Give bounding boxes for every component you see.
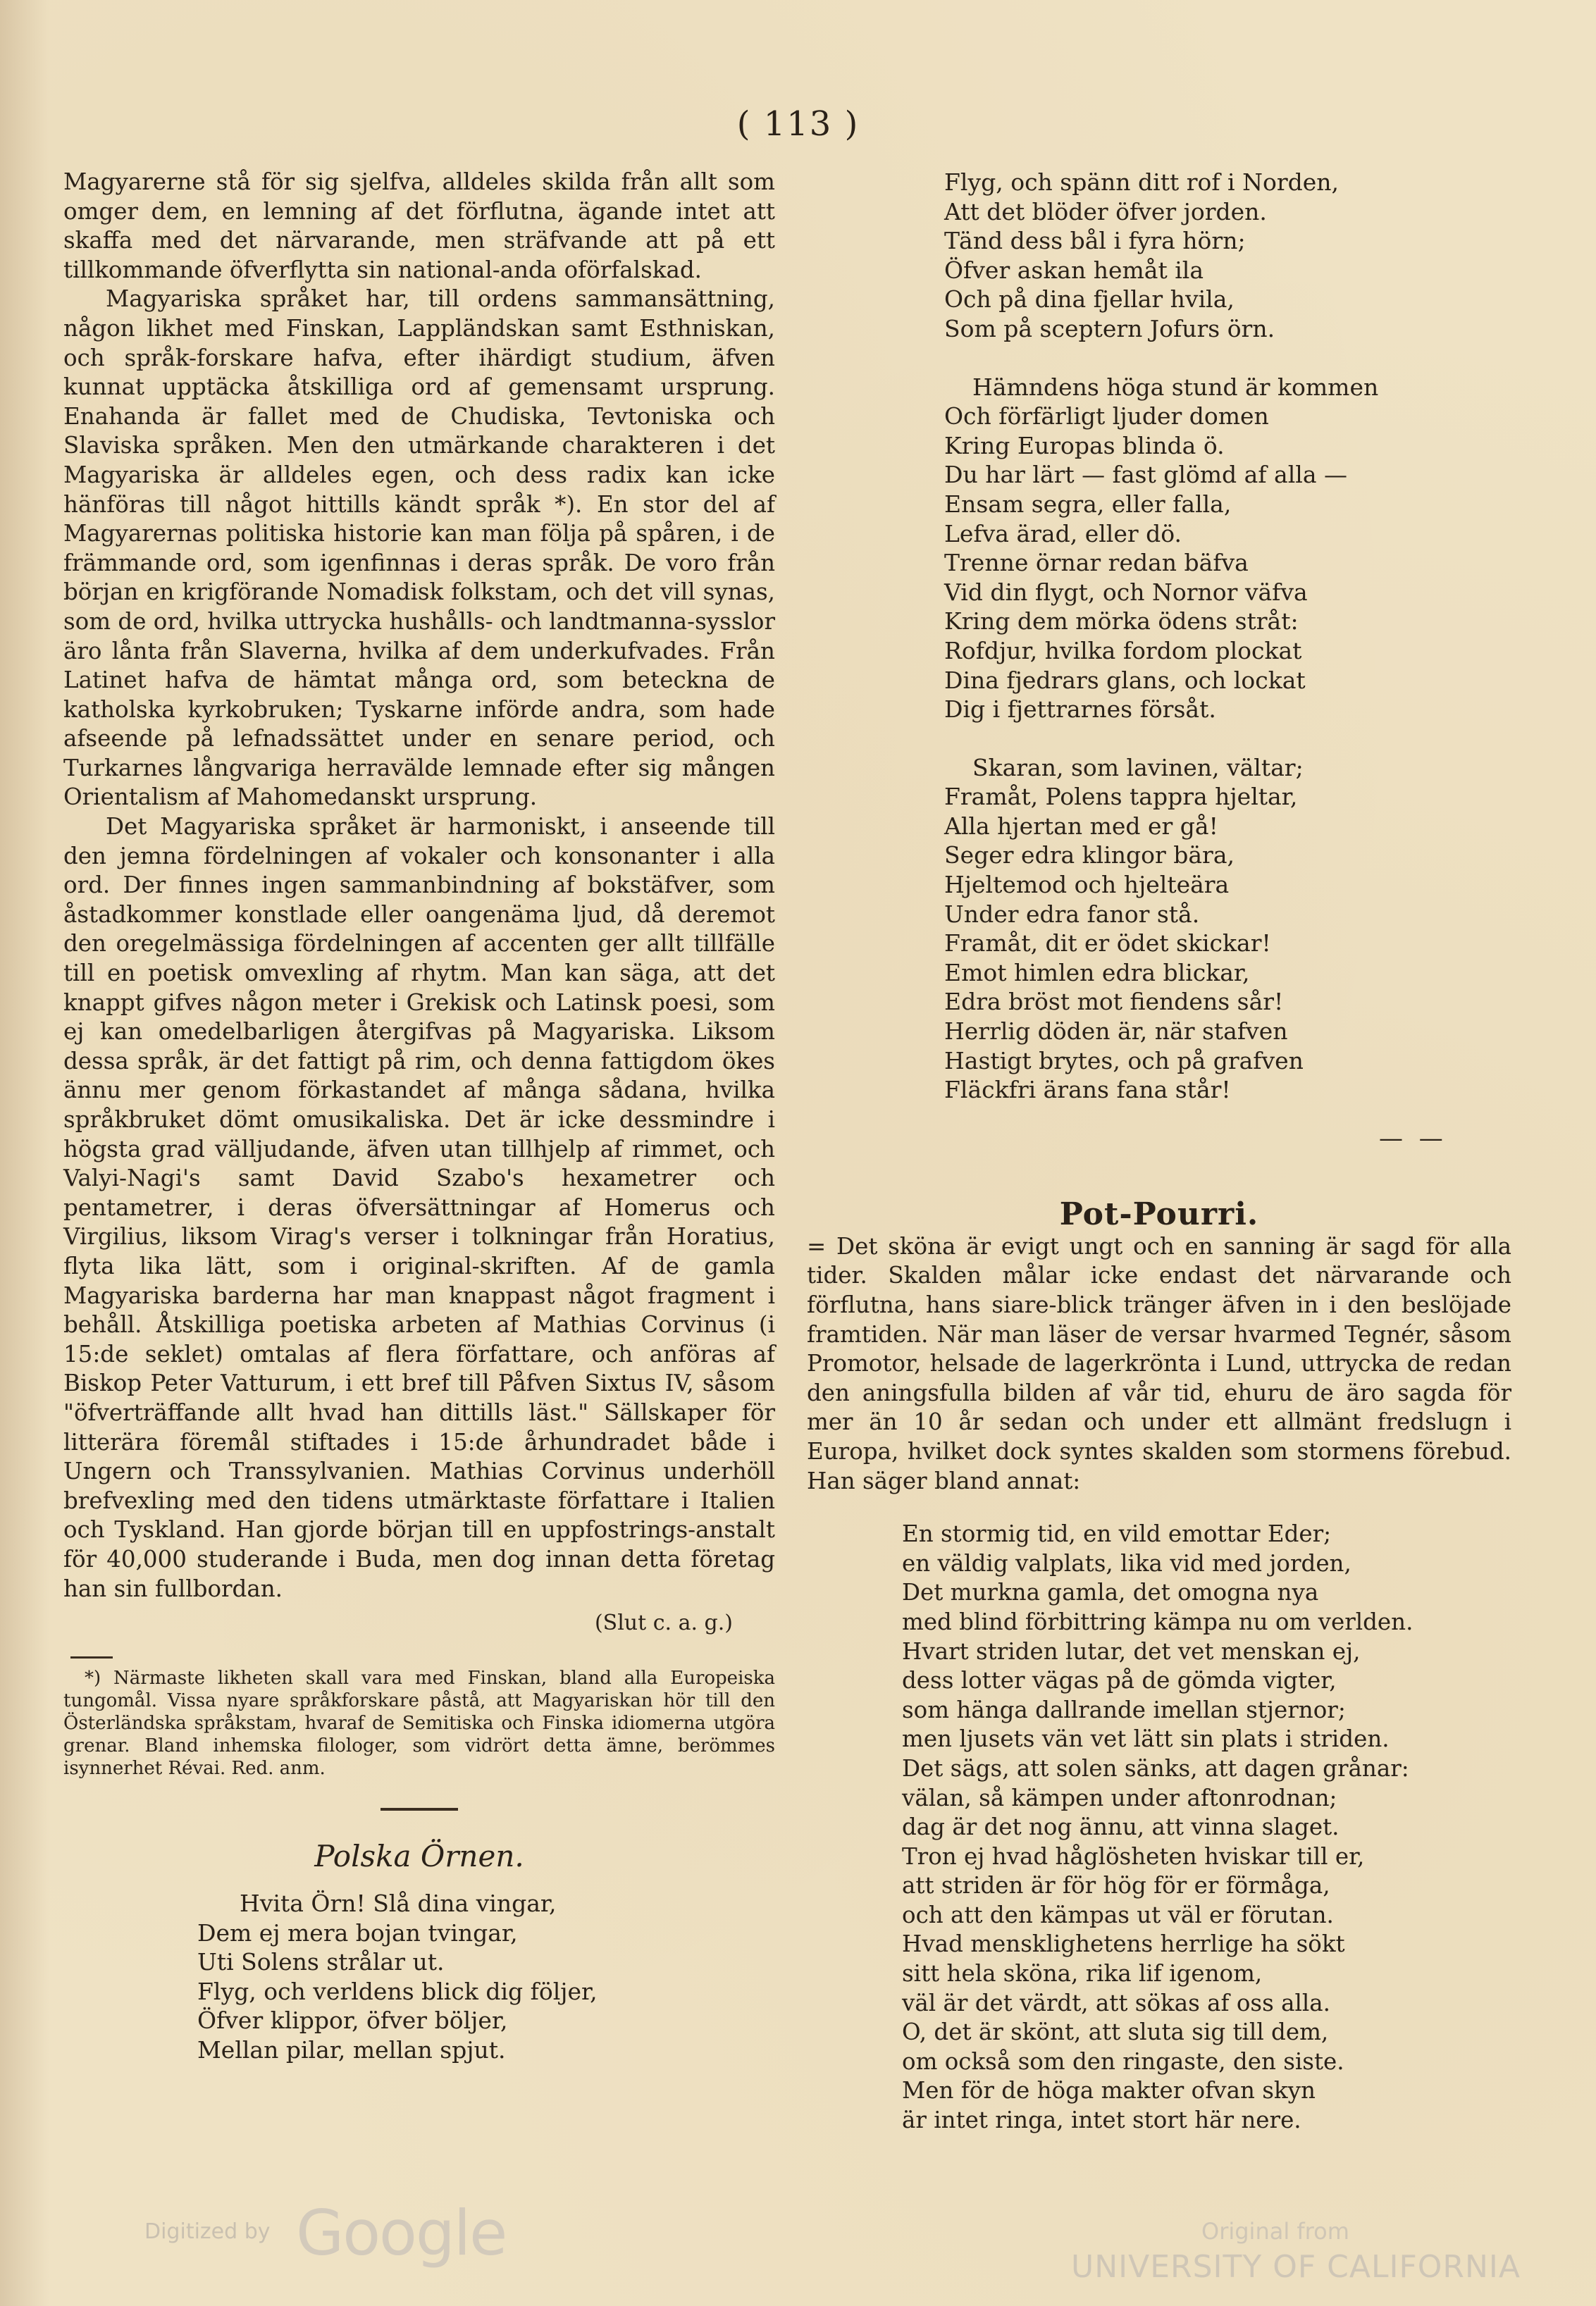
poem-line: Flyg, och spänn ditt rof i Norden, bbox=[944, 168, 1340, 196]
poem-line: Kring dem mörka ödens stråt: bbox=[944, 607, 1299, 636]
original-from-label: Original from bbox=[1201, 2218, 1349, 2245]
paragraph-2: Magyariska språket har, till ordens sammansättning, någon likhet med Finskan, Lappländskan samt Esthniskan, och språk-forskare hafva, efter ihärdigt studium, äfven kunnat upptäcka åtskilliga ord af gemensamt ursprung. Enahanda är fallet med de Chudiska, Tevtoniska och Slaviska språken. Men den utmärkande charakteren i det Magyariska är alldeles egen, och dess radix kan icke hänföras till något hittills kändt språk *). En stor del af Magyarernas politiska historie kan man följa på spåren, i de främmande ord, som igenfinnas i deras språk. De voro från början en krigförande Nomadisk folkstam, och det vill synas, som de ord, hvilka uttrycka hushålls- och landtmanna-sysslor äro lånta från Slaverna, hvilka af dem underkufvades. Från Latinet hafva de hämtat många ord, som beteckna de katholska kyrkobruken; Tyskarne införde andra, som hade afseende på lefnadssättet under en senare period, och Turkarnes långvariga herravälde lemnade efter sig mången Orientalism af Mahomedanskt ursprung. bbox=[63, 285, 775, 811]
poem-line: Hastigt brytes, och på grafven bbox=[944, 1046, 1304, 1074]
quote-line: Men för de höga makter ofvan skyn bbox=[902, 2077, 1316, 2104]
poem-line: Fläckfri ärans fana står! bbox=[944, 1076, 1231, 1104]
poem-left bbox=[63, 1889, 775, 2065]
paragraph-1: Magyarerne stå för sig sjelfva, alldeles skilda från allt som omger dem, en lemning af det förflutna, ägande intet att skaffa med det närvarande, men sträfvande att på ett tillkommande öfverflytta sin national-anda oförfalskad. bbox=[63, 168, 775, 283]
left-column bbox=[63, 168, 775, 2065]
paragraph-3: Det Magyariska språket är harmoniskt, i anseende till den jemna fördelningen af vokaler och konsonanter i alla ord. Der finnes ingen sammanbindning af bokstäfver, som åstadkommer konstlade eller oangenäma ljud, då deremot den oregelmässiga fördelningen af accenten ger allt tillfälle till en poetisk omvexling af rhytm. Man kan säga, att det knappt gifves någon meter i Grekisk och Latinsk poesi, som ej kan omedelbarligen återgifvas på Magyariska. Liksom dessa språk, är det fattigt på rim, och denna fattigdom ökes ännu mer genom förkastandet af många sådana, hvilka språkbruket dömt omusikaliska. Det är icke dessmindre i högsta grad välljudande, äfven utan tillhjelp af rimmet, och Valyi-Nagi's samt David Szabo's hexametrer och pentametrer, i deras öfversättningar af Homerus och Virgilius, liksom Virag's verser i tolkningar från Horatius, flyta lika lätt, som i original-skriften. Af de gamla Magyariska barderna har man knappast något fragment i behåll. Åtskilliga poetiska arbeten af Mathias Corvinus (i 15:de seklet) omtalas af flera författare, och anföras af Biskop Peter Vatturum, i ett bref till Påfven Sixtus IV, såsom "öfverträffande allt hvad han dittills läst." Sällskaper för litterära föremål stiftades i 15:de århundradet både i Ungern och Transsylvanien. Mathias Corvinus underhöll brefvexling med den tidens utmärktaste författare i Italien och Tyskland. Han gjorde början till en uppfostrings-anstalt för 40,000 studerande i Buda, men dog innan detta företag han sin fullbordan. bbox=[63, 813, 775, 1602]
poem-line: Kring Europas blinda ö. bbox=[944, 431, 1225, 459]
poem-line: Emot himlen edra blickar, bbox=[944, 958, 1250, 986]
poem-line: Trenne örnar redan bäfva bbox=[944, 549, 1249, 577]
poem-line: Och på dina fjellar hvila, bbox=[944, 285, 1235, 314]
poem-line: Framåt, dit er ödet skickar! bbox=[944, 929, 1271, 957]
page-number: ( 113 ) bbox=[736, 104, 860, 144]
poem-line: Och förfärligt ljuder domen bbox=[944, 402, 1269, 430]
poem-right bbox=[807, 168, 1511, 1105]
quote-line: Det murkna gamla, det omogna nya bbox=[902, 1579, 1319, 1606]
right-column bbox=[807, 168, 1511, 2135]
closing-note: (Slut c. a. g.) bbox=[594, 1611, 733, 1636]
poem-line: Mellan pilar, mellan spjut. bbox=[197, 2036, 506, 2064]
quote-line: Hvad mensklighetens herrlige ha sökt bbox=[902, 1930, 1345, 1958]
quote-line: dess lotter vägas på de gömda vigter, bbox=[902, 1667, 1337, 1694]
poem-line: Framåt, Polens tappra hjeltar, bbox=[944, 783, 1298, 811]
university-watermark: UNIVERSITY OF CALIFORNIA bbox=[1071, 2249, 1521, 2285]
poem-line: Öfver klippor, öfver böljer, bbox=[197, 2007, 508, 2035]
quote-line: att striden är för hög för er förmåga, bbox=[902, 1872, 1330, 1899]
poem-line: Flyg, och verldens blick dig följer, bbox=[197, 1977, 598, 2005]
footnote-rule bbox=[70, 1656, 113, 1659]
poem-line: Dem ej mera bojan tvingar, bbox=[197, 1918, 518, 1947]
quote-line: En stormig tid, en vild emottar Eder; bbox=[902, 1520, 1332, 1548]
poem-line: Dina fjedrars glans, och lockat bbox=[944, 666, 1306, 694]
quote-line: Hvart striden lutar, det vet menskan ej, bbox=[902, 1637, 1361, 1665]
poem-line: Lefva ärad, eller dö. bbox=[944, 519, 1182, 547]
footnote: *) Närmaste likheten skall vara med Finskan, bland alla Europeiska tungomål. Vissa nyare språkforskare påstå, att Magyariskan hör till den Österländska språkstam, hvaraf de Semitiska och Finska idiomerna utgöra grenar. Bland inhemska filologer, som vidrört detta ämne, berömmes isynnerhet Révai. Red. anm. bbox=[63, 1668, 775, 1780]
poem-line: Hämndens höga stund är kommen bbox=[972, 373, 1379, 401]
prose-paragraph: = Det sköna är evigt ungt och en sanning är sagd för alla tider. Skalden målar icke endast det närvarande och förflutna, hans siare-blick tränger äfven in i den beslöjade framtiden. När man läser de versar hvarmed Tegnér, såsom Promotor, helsade de lagerkrönta i Lund, uttrycka de redan den aningsfulla bilden af vår tid, ehuru de äro sagda för mer än 10 år sedan och under ett allmänt fredslugn i Europa, hvilket dock syntes skalden som stormens förebud. Han säger bland annat: bbox=[807, 1232, 1511, 1494]
poem-line: Rofdjur, hvilka fordom plockat bbox=[944, 636, 1302, 664]
quote-line: Det sägs, att solen sänks, att dagen grånar: bbox=[902, 1754, 1409, 1782]
stanza-gap bbox=[807, 344, 1511, 373]
poem-line: Dig i fjettrarnes försåt. bbox=[944, 695, 1216, 724]
poem-line: Uti Solens strålar ut. bbox=[197, 1948, 445, 1976]
poem-line: Som på sceptern Jofurs örn. bbox=[944, 314, 1275, 342]
poem-line: Tänd dess bål i fyra hörn; bbox=[944, 227, 1246, 255]
poem-line: Alla hjertan med er gå! bbox=[944, 812, 1218, 840]
poem-line: Herrlig döden är, när stafven bbox=[944, 1017, 1288, 1046]
stanza-gap bbox=[807, 724, 1511, 753]
quote-line: O, det är skönt, att sluta sig till dem, bbox=[902, 2019, 1329, 2046]
quote-line: dag är det nog ännu, att vinna slaget. bbox=[902, 1814, 1340, 1841]
poem-line: Under edra fanor stå. bbox=[944, 900, 1200, 928]
quote-line: en väldig valplats, lika vid med jorden, bbox=[902, 1549, 1351, 1577]
quote-line: om också som den ringaste, den siste. bbox=[902, 2047, 1344, 2075]
quote-block bbox=[807, 1520, 1511, 2135]
quote-line: sitt hela sköna, rika lif igenom, bbox=[902, 1960, 1263, 1988]
poem-line: Du har lärt — fast glömd af alla — bbox=[944, 461, 1347, 489]
quote-line: med blind förbittring kämpa nu om verlden. bbox=[902, 1608, 1413, 1635]
poem-line: Att det blöder öfver jorden. bbox=[944, 197, 1267, 225]
poem-line: Öfver askan hemåt ila bbox=[944, 256, 1204, 284]
section-divider bbox=[381, 1808, 458, 1811]
poem-line: Seger edra klingor bära, bbox=[944, 841, 1235, 869]
poem-line: Edra bröst mot fiendens sår! bbox=[944, 988, 1284, 1016]
poem-line: Hjeltemod och hjelteära bbox=[944, 871, 1230, 899]
quote-line: är intet ringa, intet stort här nere. bbox=[902, 2107, 1301, 2134]
poem-title: Polska Örnen. bbox=[314, 1839, 524, 1874]
quote-line: Tron ej hvad håglösheten hviskar till er, bbox=[902, 1842, 1365, 1870]
quote-line: och att den kämpas ut väl er förutan. bbox=[902, 1901, 1334, 1928]
dash-rule: — — bbox=[1379, 1124, 1447, 1153]
quote-line: välan, så kämpen under aftonrodnan; bbox=[902, 1784, 1337, 1811]
poem-line: Ensam segra, eller falla, bbox=[944, 490, 1232, 518]
poem-line: Vid din flygt, och Nornor väfva bbox=[944, 578, 1308, 606]
quote-line: som hänga dallrande imellan stjernor; bbox=[902, 1696, 1346, 1723]
section-title: Pot-Pourri. bbox=[1059, 1196, 1259, 1232]
quote-line: men ljusets vän vet lätt sin plats i striden. bbox=[902, 1725, 1390, 1753]
poem-line: Skaran, som lavinen, vältar; bbox=[972, 753, 1304, 781]
google-watermark: Google bbox=[296, 2197, 507, 2269]
poem-line: Hvita Örn! Slå dina vingar, bbox=[240, 1890, 557, 1918]
digitized-by-label: Digitized by bbox=[144, 2219, 271, 2244]
quote-line: väl är det värdt, att sökas af oss alla. bbox=[902, 1989, 1330, 2016]
